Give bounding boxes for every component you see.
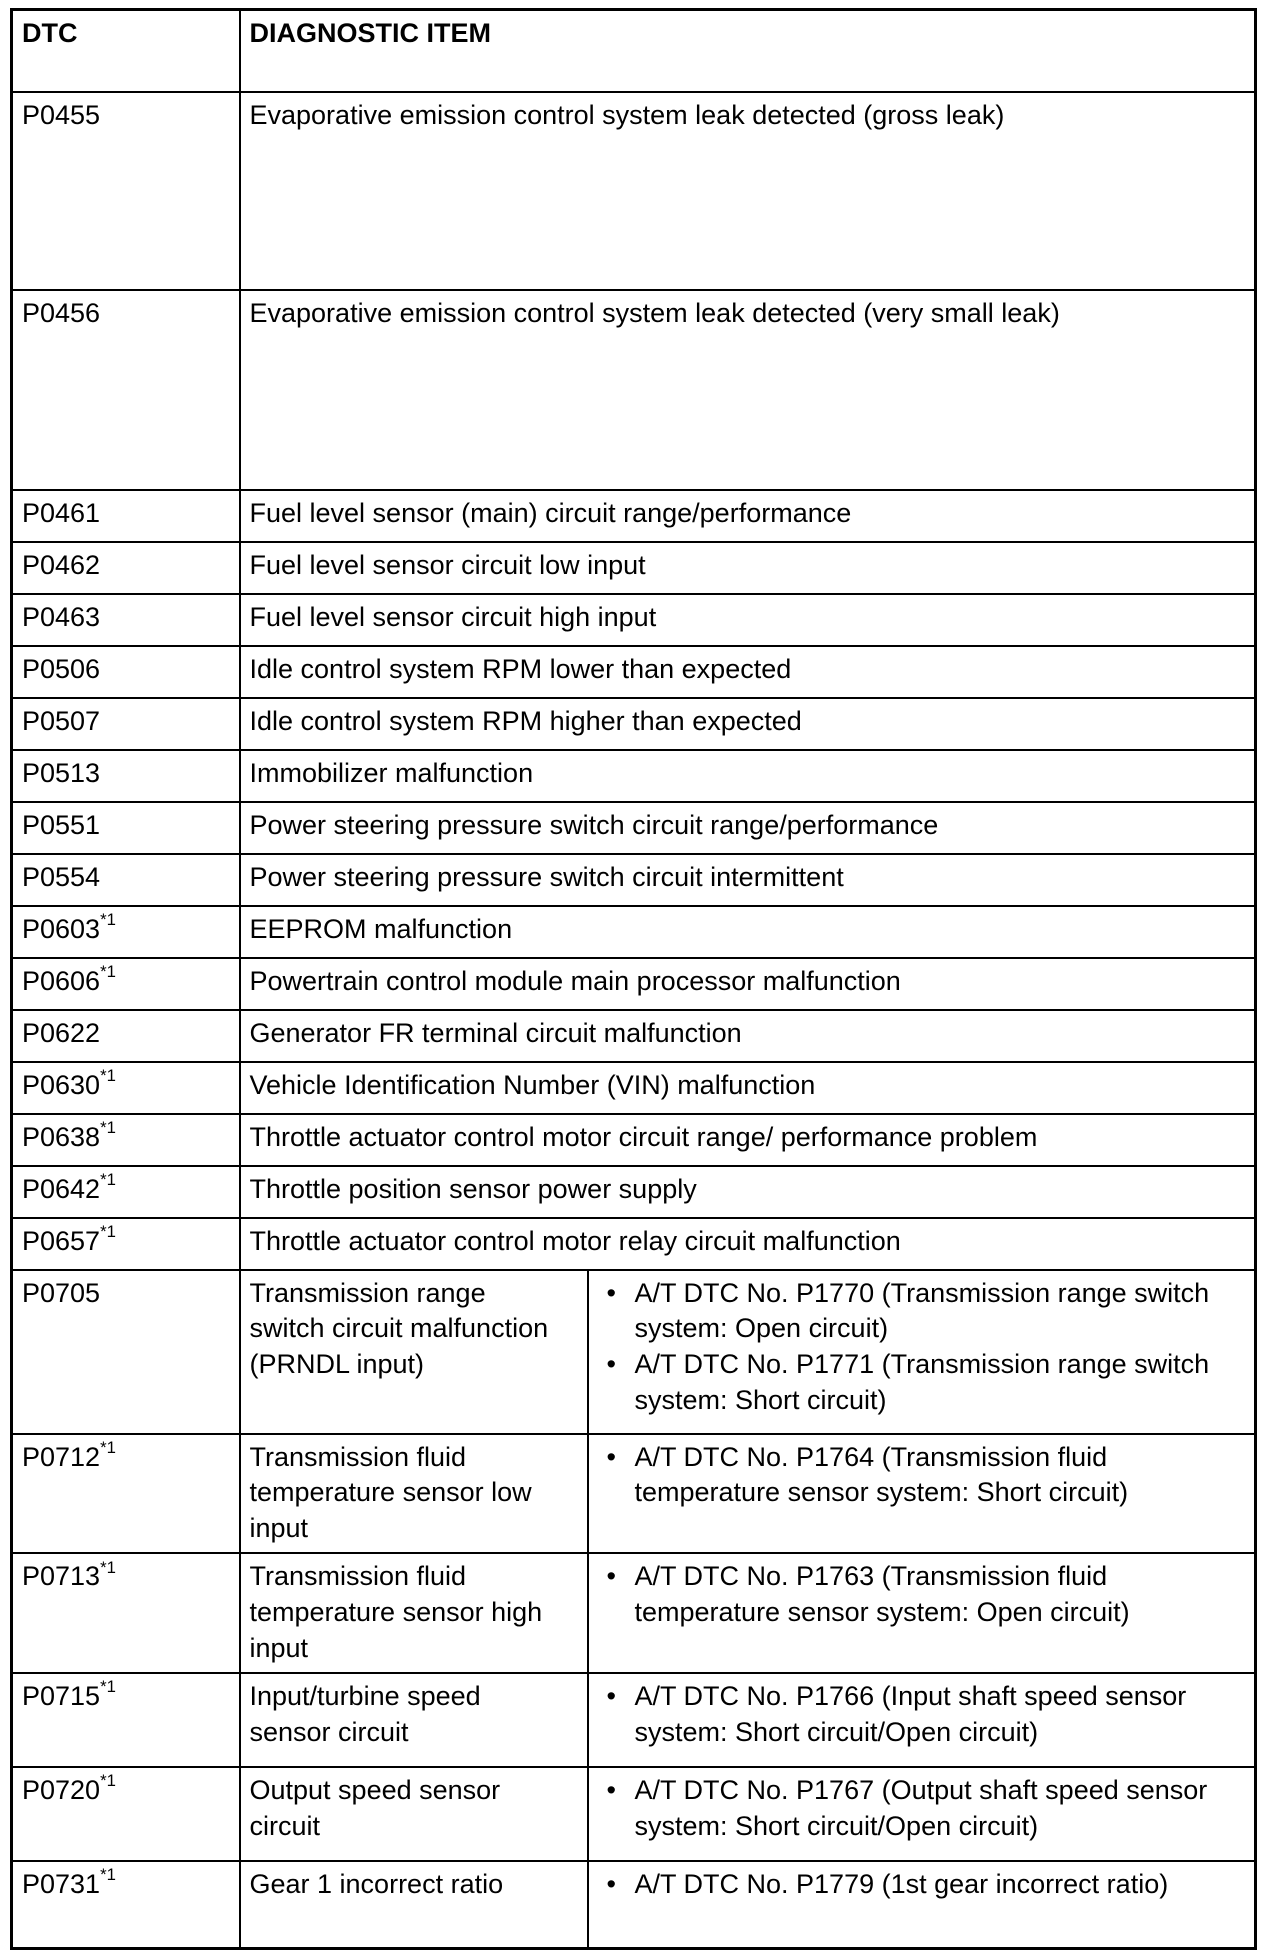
- dtc-code: P0554: [22, 861, 101, 892]
- bullet-icon: •: [606, 1561, 616, 1592]
- table-row: [12, 290, 1256, 490]
- dtc-code: P0622: [22, 1017, 101, 1048]
- dtc-footnote-marker: *1: [100, 1438, 116, 1457]
- dtc-code: P0731: [22, 1868, 101, 1899]
- dtc-code: P0456: [22, 297, 101, 328]
- table-row: [12, 1434, 1256, 1554]
- dtc-code: P0603: [22, 913, 101, 944]
- table-row: [12, 698, 1256, 750]
- diagnostic-item-cell: Throttle actuator control motor circuit range/ performance problem: [240, 1114, 1256, 1166]
- dtc-code: P0606: [22, 965, 101, 996]
- dtc-footnote-marker: *1: [100, 1771, 116, 1791]
- related-dtc-text: A/T DTC No. P1764 (Transmission fluid temperature sensor system: Short circuit): [634, 1441, 1129, 1508]
- dtc-code-cell: [12, 1218, 240, 1270]
- table-row: [12, 1062, 1256, 1114]
- dtc-code: P0720: [22, 1774, 101, 1805]
- diagnostic-item-cell: Evaporative emission control system leak detected (very small leak): [240, 290, 1256, 490]
- diagnostic-item-cell: Power steering pressure switch circuit intermittent: [240, 854, 1256, 906]
- diagnostic-item-cell: Immobilizer malfunction: [240, 750, 1256, 802]
- dtc-code-cell: [12, 646, 240, 698]
- dtc-code-cell: [12, 490, 240, 542]
- related-dtc-text: A/T DTC No. P1766 (Input shaft speed sensor system: Short circuit/Open circuit): [634, 1680, 1187, 1747]
- related-dtc-text: A/T DTC No. P1770 (Transmission range switch system: Open circuit): [634, 1277, 1210, 1344]
- diagnostic-item-cell: Throttle position sensor power supply: [240, 1166, 1256, 1218]
- table-row: [12, 1767, 1256, 1861]
- bullet-icon: •: [606, 1868, 616, 1899]
- dtc-footnote-marker: *1: [100, 1222, 116, 1241]
- diagnostic-item-cell: Fuel level sensor (main) circuit range/performance: [240, 490, 1256, 542]
- dtc-code: P0463: [22, 601, 101, 632]
- dtc-footnote-marker: *1: [100, 1677, 116, 1697]
- related-dtc-bullet-item: [603, 1867, 1243, 1903]
- dtc-code: P0630: [22, 1069, 101, 1100]
- dtc-code: P0461: [22, 497, 101, 528]
- diagnostic-item-cell: Idle control system RPM higher than expected: [240, 698, 1256, 750]
- related-dtc-text: A/T DTC No. P1779 (1st gear incorrect ratio): [634, 1868, 1169, 1899]
- dtc-code-cell: [12, 1270, 240, 1434]
- table-row: [12, 1270, 1256, 1434]
- related-dtc-cell: [588, 1553, 1256, 1673]
- dtc-code-cell: [12, 594, 240, 646]
- table-row: [12, 542, 1256, 594]
- dtc-code: P0455: [22, 99, 101, 130]
- dtc-code: P0551: [22, 809, 101, 840]
- dtc-code-cell: [12, 1166, 240, 1218]
- related-dtc-text: A/T DTC No. P1763 (Transmission fluid temperature sensor system: Open circuit): [634, 1561, 1130, 1628]
- dtc-code-cell: [12, 698, 240, 750]
- dtc-footnote-marker: *1: [100, 1170, 116, 1189]
- dtc-code-cell: [12, 1673, 240, 1767]
- dtc-table: [10, 8, 1257, 1950]
- related-dtc-bullet-item: [603, 1773, 1243, 1845]
- diagnostic-item-cell: Throttle actuator control motor relay circuit malfunction: [240, 1218, 1256, 1270]
- dtc-footnote-marker: *1: [100, 1066, 116, 1085]
- bullet-icon: •: [606, 1680, 616, 1711]
- dtc-code-cell: [12, 542, 240, 594]
- table-row: [12, 594, 1256, 646]
- dtc-code-cell: [12, 750, 240, 802]
- related-dtc-cell: [588, 1861, 1256, 1949]
- bullet-icon: •: [606, 1349, 616, 1380]
- diagnostic-item-cell: Fuel level sensor circuit high input: [240, 594, 1256, 646]
- dtc-code: P0715: [22, 1680, 101, 1711]
- dtc-code: P0513: [22, 757, 101, 788]
- dtc-code-cell: [12, 958, 240, 1010]
- dtc-code: P0642: [22, 1173, 101, 1204]
- dtc-code: P0506: [22, 653, 101, 684]
- table-row: [12, 1114, 1256, 1166]
- table-row: [12, 958, 1256, 1010]
- dtc-footnote-marker: *1: [100, 962, 116, 981]
- dtc-code: P0705: [22, 1277, 101, 1308]
- diagnostic-item-cell: Transmission range switch circuit malfunction (PRNDL input): [240, 1270, 588, 1434]
- dtc-code-cell: [12, 1114, 240, 1166]
- diagnostic-item-cell: Output speed sensor circuit: [240, 1767, 588, 1861]
- table-row: [12, 1861, 1256, 1949]
- dtc-footnote-marker: *1: [100, 1557, 116, 1577]
- related-dtc-text: A/T DTC No. P1767 (Output shaft speed sensor system: Short circuit/Open circuit): [634, 1774, 1208, 1841]
- related-dtc-bullet-item: [603, 1559, 1243, 1631]
- dtc-code-cell: [12, 802, 240, 854]
- related-dtc-cell: [588, 1673, 1256, 1767]
- related-dtc-cell: [588, 1434, 1256, 1554]
- diagnostic-item-cell: Vehicle Identification Number (VIN) malfunction: [240, 1062, 1256, 1114]
- table-row: [12, 802, 1256, 854]
- related-dtc-bullet-item: [603, 1347, 1243, 1419]
- table-row: [12, 906, 1256, 958]
- related-dtc-bullet-item: [603, 1276, 1243, 1348]
- dtc-code-cell: [12, 1861, 240, 1949]
- diagnostic-item-cell: Generator FR terminal circuit malfunction: [240, 1010, 1256, 1062]
- dtc-code: P0462: [22, 549, 101, 580]
- bullet-icon: •: [606, 1774, 616, 1805]
- table-row: [12, 1010, 1256, 1062]
- table-row: [12, 1553, 1256, 1673]
- table-header-row: [12, 10, 1256, 92]
- diagnostic-item-cell: Powertrain control module main processor malfunction: [240, 958, 1256, 1010]
- dtc-code-cell: [12, 1010, 240, 1062]
- dtc-footnote-marker: *1: [100, 910, 116, 929]
- table-row: [12, 1673, 1256, 1767]
- dtc-code: P0712: [22, 1441, 101, 1472]
- diagnostic-item-cell: Input/turbine speed sensor circuit: [240, 1673, 588, 1767]
- table-row: [12, 854, 1256, 906]
- header-dtc: DTC: [12, 10, 240, 92]
- related-dtc-cell: [588, 1270, 1256, 1434]
- diagnostic-item-cell: EEPROM malfunction: [240, 906, 1256, 958]
- table-row: [12, 750, 1256, 802]
- diagnostic-item-cell: Gear 1 incorrect ratio: [240, 1861, 588, 1949]
- diagnostic-item-cell: Fuel level sensor circuit low input: [240, 542, 1256, 594]
- dtc-code-cell: [12, 1434, 240, 1554]
- dtc-code-cell: [12, 290, 240, 490]
- related-dtc-bullet-item: [603, 1440, 1243, 1512]
- dtc-code-cell: [12, 1767, 240, 1861]
- diagnostic-item-cell: Idle control system RPM lower than expected: [240, 646, 1256, 698]
- diagnostic-item-cell: Power steering pressure switch circuit range/performance: [240, 802, 1256, 854]
- dtc-code: P0507: [22, 705, 101, 736]
- dtc-code-cell: [12, 854, 240, 906]
- diagnostic-item-cell: Evaporative emission control system leak detected (gross leak): [240, 92, 1256, 290]
- dtc-code-cell: [12, 906, 240, 958]
- dtc-code-cell: [12, 92, 240, 290]
- dtc-code-cell: [12, 1062, 240, 1114]
- bullet-icon: •: [606, 1277, 616, 1308]
- dtc-code: P0657: [22, 1225, 101, 1256]
- table-row: [12, 1218, 1256, 1270]
- table-row: [12, 92, 1256, 290]
- related-dtc-bullet-item: [603, 1679, 1243, 1751]
- table-row: [12, 490, 1256, 542]
- header-diagnostic-item: DIAGNOSTIC ITEM: [240, 10, 1256, 92]
- diagnostic-item-cell: Transmission fluid temperature sensor low input: [240, 1434, 588, 1554]
- diagnostic-item-cell: Transmission fluid temperature sensor high input: [240, 1553, 588, 1673]
- dtc-code: P0638: [22, 1121, 101, 1152]
- dtc-code: P0713: [22, 1561, 101, 1592]
- table-body: [12, 92, 1256, 1949]
- related-dtc-text: A/T DTC No. P1771 (Transmission range switch system: Short circuit): [634, 1349, 1210, 1416]
- bullet-icon: •: [606, 1441, 616, 1472]
- table-row: [12, 1166, 1256, 1218]
- dtc-footnote-marker: *1: [100, 1118, 116, 1137]
- related-dtc-cell: [588, 1767, 1256, 1861]
- table-row: [12, 646, 1256, 698]
- dtc-footnote-marker: *1: [100, 1865, 116, 1885]
- dtc-code-cell: [12, 1553, 240, 1673]
